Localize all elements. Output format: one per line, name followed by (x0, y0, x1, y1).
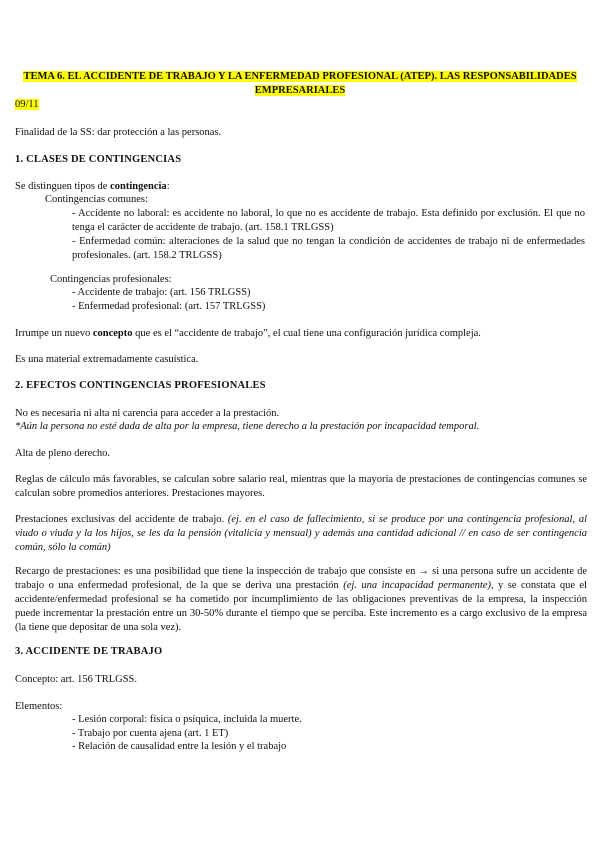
exclusive-benefits-text: Prestaciones exclusivas del accidente de trabajo. (15, 514, 228, 525)
common-contingencies-label: Contingencias comunes: (45, 194, 148, 205)
element-item-3: - Relación de causalidad entre la lesión y el trabajo (72, 741, 287, 752)
effects-paragraph-5 (15, 565, 587, 635)
concept-text-post: que es el “accidente de trabajo”, el cual tiene una configuración jurídica compleja. (132, 328, 481, 339)
lead-colon: : (166, 181, 170, 192)
document-title-text: TEMA 6. EL ACCIDENTE DE TRABAJO Y LA ENFERMEDAD PROFESIONAL (ATEP). LAS RESPONSABILIDADES EMPRESARIALES (23, 71, 577, 96)
casuistic-note: Es una material extremadamente casuística. (15, 354, 199, 365)
elements-label: Elementos: (15, 701, 63, 712)
concept-text-pre: Irrumpe un nuevo (15, 328, 93, 339)
surcharge-example: (ej. una incapacidad permanente) (343, 580, 492, 591)
common-item-2: - Enfermedad común: alteraciones de la salud que no tengan la condición de accidentes de trabajo ni de enfermedades profesionales. (art. 158.2 TRLGSS) (72, 236, 585, 261)
lecture-date: 09/11 (15, 99, 39, 110)
surcharge-text-pre: Recargo de prestaciones: es una posibilidad que tiene la inspección de trabajo que consiste en → si una persona sufre un accidente de trabajo o una enfermedad profesional, de la que se deriva una prestación (15, 566, 587, 591)
common-item-1: - Accidente no laboral: es accidente no laboral, lo que no es accidente de trabajo. Esta definido por exclusión. El que no tenga el carácter de accidente de trabajo. (art. 158.1 TRLGSS) (72, 208, 585, 233)
work-accident-concept: Concepto: art. 156 TRLGSS. (15, 674, 138, 685)
professional-contingencies-label: Contingencias profesionales: (50, 274, 172, 285)
effects-paragraph-1: No es necesaria ni alta ni carencia para acceder a la prestación. (15, 408, 280, 419)
document-title (20, 70, 580, 98)
lead-bold-term: contingencia (110, 181, 167, 192)
effects-note-italic: *Aún la persona no esté dada de alta por la empresa, tiene derecho a la prestación por incapacidad temporal. (15, 421, 480, 432)
exclusive-benefits-example: (ej. en el caso de fallecimiento, si se produce por una contingencia profesional, al viudo o viuda y la los hijos, se les da la pensión (vitalicia y mensual) y además una cantidad adicional // en caso de ser contingencia común, sólo la común) (15, 514, 587, 553)
element-item-1: - Lesión corporal: física o psíquica, incluida la muerte. (72, 714, 302, 725)
effects-paragraph-3: Reglas de cálculo más favorables, se calculan sobre salario real, mientras que la mayoría de prestaciones de contingencias comunes se calculan sobre promedios anteriores. Prestaciones mayores. (15, 474, 587, 499)
section-3-heading: 3. ACCIDENTE DE TRABAJO (15, 646, 163, 657)
intro-text: Finalidad de la SS: dar protección a las personas. (15, 127, 222, 138)
element-item-2: - Trabajo por cuenta ajena (art. 1 ET) (72, 728, 229, 739)
professional-item-1: - Accidente de trabajo: (art. 156 TRLGSS) (72, 287, 251, 298)
contingency-types-lead (15, 180, 170, 194)
lead-text: Se distinguen tipos de (15, 181, 111, 192)
surcharge-text-post: , y se constata que el accidente/enfermedad profesional se ha cometido por incumplimiento de las obligaciones preventivas de la empresa, la inspección puede incrementar la prestación entre un 30-50% durante el tiempo que se perciba. Este incremento es a cargo exclusivo de la empresa (la tiene que depositar de una sola vez). (15, 580, 587, 633)
effects-paragraph-4 (15, 513, 587, 555)
concept-paragraph (15, 327, 590, 341)
section-1-heading: 1. CLASES DE CONTINGENCIAS (15, 154, 182, 165)
effects-paragraph-2: Alta de pleno derecho. (15, 448, 111, 459)
concept-bold-term: concepto (92, 328, 133, 339)
professional-item-2: - Enfermedad profesional: (art. 157 TRLGSS) (72, 301, 266, 312)
section-2-heading: 2. EFECTOS CONTINGENCIAS PROFESIONALES (15, 380, 266, 391)
